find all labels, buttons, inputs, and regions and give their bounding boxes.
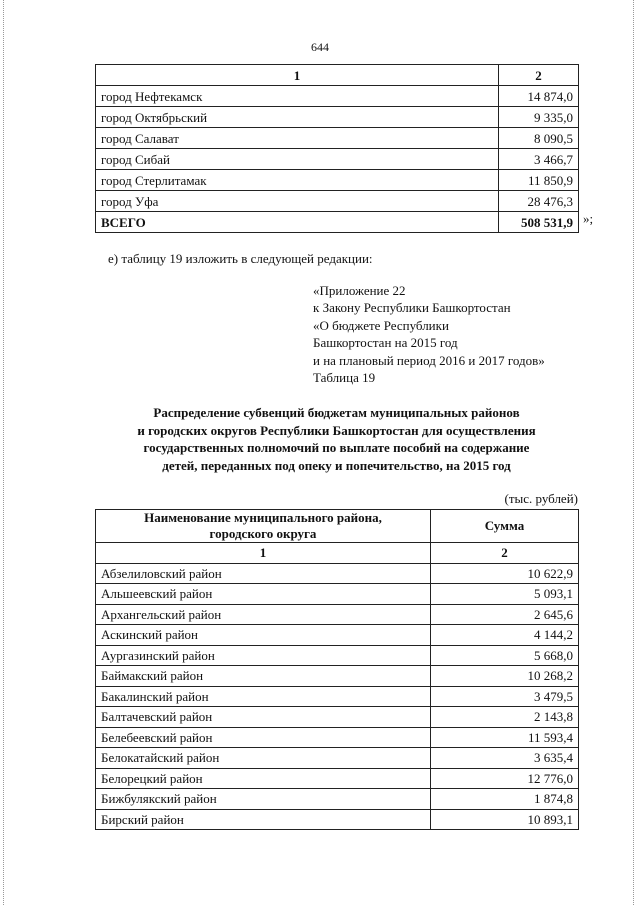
district-sum: 3 635,4	[431, 748, 579, 769]
scan-edge-right	[633, 0, 634, 905]
table-row	[96, 149, 579, 170]
district-sum: 1 874,8	[431, 789, 579, 810]
district-name: Баймакский район	[96, 666, 431, 687]
district-name: Аскинский район	[96, 625, 431, 646]
row-value: 8 090,5	[499, 128, 579, 149]
top-col1-number: 1	[96, 65, 499, 86]
district-name: Бакалинский район	[96, 686, 431, 707]
district-name: Альшеевский район	[96, 584, 431, 605]
district-sum: 5 668,0	[431, 645, 579, 666]
table-row	[96, 86, 579, 107]
main-col2-number: 2	[431, 543, 579, 564]
table-row	[96, 191, 579, 212]
top-col2-number: 2	[499, 65, 579, 86]
table-row	[96, 666, 579, 687]
district-name: Бижбулякский район	[96, 789, 431, 810]
table-row	[96, 645, 579, 666]
appendix-line: Башкортостан на 2015 год	[313, 335, 458, 351]
top-table-header-row	[96, 65, 579, 86]
district-sum: 12 776,0	[431, 768, 579, 789]
district-sum: 10 622,9	[431, 563, 579, 584]
appendix-header	[313, 282, 545, 386]
appendix-line: «Приложение 22	[313, 283, 406, 298]
table-row	[96, 128, 579, 149]
total-row	[96, 212, 579, 233]
row-value: 28 476,3	[499, 191, 579, 212]
table-row	[96, 727, 579, 748]
district-name: Архангельский район	[96, 604, 431, 625]
district-sum: 11 593,4	[431, 727, 579, 748]
appendix-line: к Закону Республики Башкортостан	[313, 300, 511, 316]
table-row	[96, 625, 579, 646]
units-label: (тыс. рублей)	[504, 491, 578, 506]
district-sum: 10 893,1	[431, 809, 579, 830]
row-name: город Нефтекамск	[96, 86, 499, 107]
district-sum: 5 093,1	[431, 584, 579, 605]
instruction-text: е) таблицу 19 изложить в следующей редакции:	[108, 251, 373, 266]
col-header-name	[96, 510, 431, 543]
district-name: Белокатайский район	[96, 748, 431, 769]
row-name: город Стерлитамак	[96, 170, 499, 191]
main-table	[95, 509, 579, 830]
row-name: город Уфа	[96, 191, 499, 212]
row-value: 9 335,0	[499, 107, 579, 128]
row-value: 11 850,9	[499, 170, 579, 191]
row-value: 3 466,7	[499, 149, 579, 170]
col-header-sum: Сумма	[431, 510, 579, 543]
closing-quote: »;	[583, 211, 594, 226]
table-row	[96, 584, 579, 605]
district-sum: 4 144,2	[431, 625, 579, 646]
table-row	[96, 604, 579, 625]
row-name: город Сибай	[96, 149, 499, 170]
appendix-line: «О бюджете Республики	[313, 317, 449, 333]
title-line: и городских округов Республики Башкортостан для осуществления	[137, 422, 536, 438]
page-number: 644	[311, 40, 329, 54]
district-sum: 3 479,5	[431, 686, 579, 707]
district-sum: 10 268,2	[431, 666, 579, 687]
row-name: город Октябрьский	[96, 107, 499, 128]
title-line: Распределение субвенций бюджетам муниципальных районов	[153, 405, 520, 420]
row-value: 14 874,0	[499, 86, 579, 107]
main-table-header-row	[96, 510, 579, 543]
table-row	[96, 707, 579, 728]
district-name: Белебеевский район	[96, 727, 431, 748]
district-name: Бирский район	[96, 809, 431, 830]
total-value: 508 531,9	[499, 212, 579, 233]
district-sum: 2 645,6	[431, 604, 579, 625]
total-label: ВСЕГО	[96, 212, 499, 233]
table-row	[96, 170, 579, 191]
col-header-name-line2: городского округа	[209, 526, 317, 541]
district-name: Абзелиловский район	[96, 563, 431, 584]
main-col1-number: 1	[96, 543, 431, 564]
table-row	[96, 809, 579, 830]
scan-edge-left	[3, 0, 4, 905]
table-row	[96, 107, 579, 128]
title-line: государственных полномочий по выплате пособий на содержание	[143, 440, 530, 456]
table-row	[96, 686, 579, 707]
table-row	[96, 563, 579, 584]
document-title	[95, 404, 578, 474]
row-name: город Салават	[96, 128, 499, 149]
district-name: Аургазинский район	[96, 645, 431, 666]
appendix-line: и на плановый период 2016 и 2017 годов»	[313, 352, 545, 368]
table-row	[96, 789, 579, 810]
title-line: детей, переданных под опеку и попечительство, на 2015 год	[162, 457, 511, 473]
district-sum: 2 143,8	[431, 707, 579, 728]
table-row	[96, 748, 579, 769]
col-header-name-line1: Наименование муниципального района,	[144, 510, 382, 525]
top-table	[95, 64, 579, 233]
main-table-number-row	[96, 543, 579, 564]
table-row	[96, 768, 579, 789]
district-name: Балтачевский район	[96, 707, 431, 728]
appendix-line: Таблица 19	[313, 370, 376, 386]
district-name: Белорецкий район	[96, 768, 431, 789]
